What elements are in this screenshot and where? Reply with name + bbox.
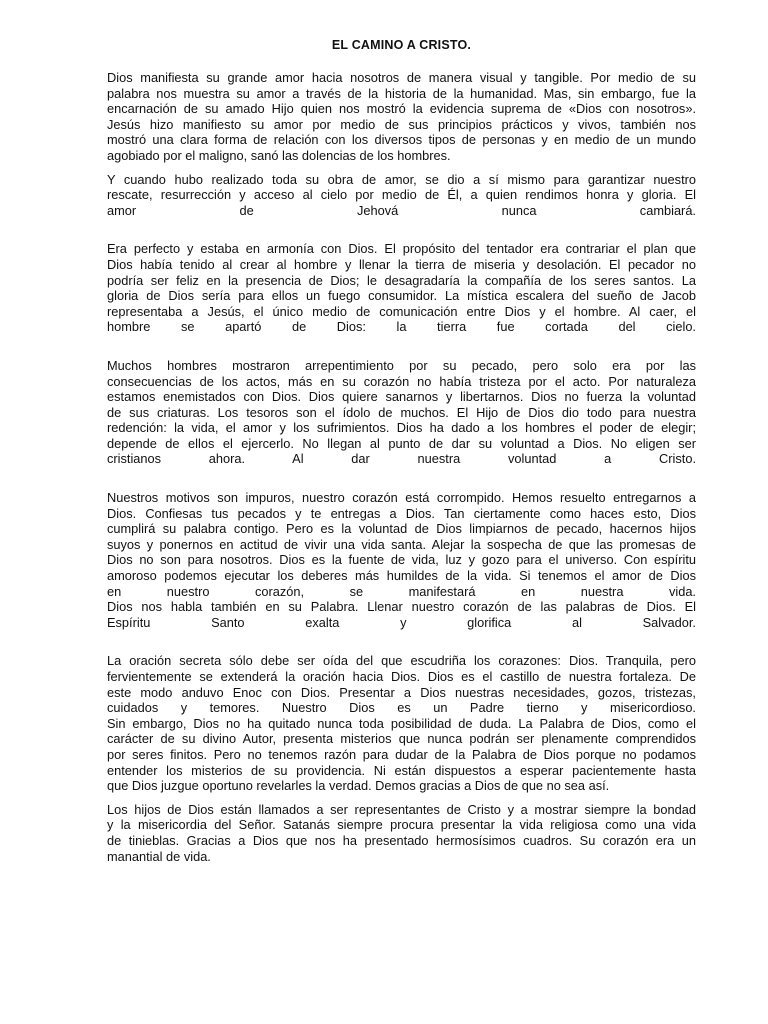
text-line: consecuencias de los actos, más en su corazón no había tristeza por el acto. Por naturaleza bbox=[107, 373, 696, 389]
paragraph bbox=[107, 70, 696, 164]
text-line: Sin embargo, Dios no ha quitado nunca toda posibilidad de duda. La Palabra de Dios, como el bbox=[107, 715, 696, 731]
text-line: agobiado por el maligno, sanó las dolencias de los hombres. bbox=[107, 147, 451, 163]
text-line: Dios había tenido al crear al hombre y llenar la tierra de miseria y desolación. El pecador no bbox=[107, 256, 696, 272]
text-line: mostró una clara forma de relación con los diversos tipos de personas y en medio de un mundo bbox=[107, 132, 696, 148]
document-body bbox=[107, 70, 696, 864]
text-line: estamos enemistados con Dios. Dios quiere sanarnos y libertarnos. Dios no fuerza la voluntad bbox=[107, 389, 696, 405]
text-line: depende de ellos el ejercerlo. No llegan al punto de dar su voluntad a Dios. No eligen ser bbox=[107, 435, 696, 451]
text-line: Espíritu Santo exalta y glorifica al Salvador. bbox=[107, 614, 696, 630]
text-line: podría ser feliz en la presencia de Dios; le desagradaría la compañía de los seres santos. La bbox=[107, 272, 696, 288]
text-line: hombre se apartó de Dios: la tierra fue cortada del cielo. bbox=[107, 319, 696, 335]
text-line: de sus criaturas. Los tesoros son el ídolo de muchos. El Hijo de Dios dio todo para nuestra bbox=[107, 404, 696, 420]
text-line: fervientemente se extenderá la oración hacia Dios. Dios es el castillo de nuestra fortaleza. De bbox=[107, 669, 696, 684]
text-line: este modo anduvo Enoc con Dios. Presentar a Dios nuestras necesidades, gozos, tristezas, bbox=[107, 684, 696, 700]
paragraph bbox=[107, 653, 696, 793]
text-line: cumplirá su palabra contigo. Pero es la voluntad de Dios limpiarnos de pecado, hacernos hijos bbox=[107, 521, 696, 537]
paragraph bbox=[107, 358, 696, 467]
text-line: carácter de su divino Autor, presenta misterios que nunca podrán ser plenamente comprendidos bbox=[107, 731, 696, 747]
text-line: suyos y ponernos en actitud de vivir una vida santa. Alejar la sospecha de que las promesas de bbox=[107, 536, 696, 552]
paragraph bbox=[107, 802, 696, 864]
text-line: representaba a Jesús, el único medio de comunicación entre Dios y el hombre. Al caer, el bbox=[107, 303, 696, 319]
text-line: rescate, resurrección y acceso al cielo por medio de Él, a quien rendimos honra y gloria. El bbox=[107, 187, 696, 203]
text-line: Muchos hombres mostraron arrepentimiento por su pecado, pero solo era por las bbox=[107, 357, 696, 373]
text-line: por seres finitos. Pero no tenemos razón para dudar de la Palabra de Dios porque no podamos bbox=[107, 746, 696, 762]
text-line: amoroso podemos ejecutar los deberes más humildes de la vida. Si tenemos el amor de Dios bbox=[107, 568, 696, 584]
text-line: que Dios juzgue oportuno revelarles la verdad. Demos gracias a Dios de que no sea así. bbox=[107, 778, 610, 794]
paragraph bbox=[107, 172, 696, 219]
text-line: en nuestro corazón, se manifestará en nuestra vida. bbox=[107, 583, 696, 599]
text-line: amor de Jehová nunca cambiará. bbox=[107, 202, 696, 218]
text-line: Dios nos habla también en su Palabra. Llenar nuestro corazón de las palabras de Dios. El bbox=[107, 599, 696, 615]
text-line: manantial de vida. bbox=[107, 848, 211, 864]
text-line: cuidados y temores. Nuestro Dios es un Padre tierno y misericordioso. bbox=[107, 700, 696, 716]
text-line: La oración secreta sólo debe ser oída del que escudriña los corazones: Dios. Tranquila, pero bbox=[107, 653, 696, 669]
text-line: de tinieblas. Gracias a Dios que nos ha presentado hermosísimos cuadros. Su corazón era un bbox=[107, 832, 696, 848]
text-line: Y cuando hubo realizado toda su obra de amor, se dio a sí mismo para garantizar nuestro bbox=[107, 171, 696, 187]
text-line: entender los misterios de su providencia. Ni están dispuestos a esperar pacientemente hasta bbox=[107, 762, 696, 778]
text-line: y la misericordia del Señor. Satanás siempre procura presentar la vida religiosa como una vida bbox=[107, 817, 696, 833]
text-line: Nuestros motivos son impuros, nuestro corazón está corrompido. Hemos resuelto entregarnos a bbox=[107, 490, 696, 506]
text-line: redención: la vida, el amor y los sufrimientos. Dios ha dado a los hombres el poder de elegir; bbox=[107, 420, 696, 436]
text-line: Jesús hizo manifiesto su amor por medio de sus principios prácticos y vivos, también nos bbox=[107, 116, 696, 132]
document-title: EL CAMINO A CRISTO. bbox=[331, 38, 472, 52]
text-line: Los hijos de Dios están llamados a ser representantes de Cristo y a mostrar siempre la bondad bbox=[107, 801, 696, 817]
text-line: Era perfecto y estaba en armonía con Dios. El propósito del tentador era contrariar el plan que bbox=[107, 241, 696, 257]
paragraph bbox=[107, 490, 696, 630]
text-line: Dios manifiesta su grande amor hacia nosotros de manera visual y tangible. Por medio de su bbox=[107, 70, 696, 85]
text-line: gloria de Dios sería para ellos un fuego consumidor. La mística escalera del sueño de Jacob bbox=[107, 288, 696, 304]
text-line: Dios no son para nosotros. Dios es la fuente de vida, luz y gozo para el universo. Con espíritu bbox=[107, 552, 696, 568]
text-line: Dios. Confiesas tus pecados y te entregas a Dios. Tan ciertamente como haces esto, Dios bbox=[107, 505, 696, 521]
paragraph bbox=[107, 241, 696, 335]
text-line: encarnación de su amado Hijo quien nos mostró la evidencia suprema de «Dios con nosotros». bbox=[107, 101, 696, 117]
text-line: palabra nos muestra su amor a través de la historia de la humanidad. Mas, sin embargo, fue la bbox=[107, 85, 696, 101]
text-line: cristianos ahora. Al dar nuestra voluntad a Cristo. bbox=[107, 451, 696, 467]
